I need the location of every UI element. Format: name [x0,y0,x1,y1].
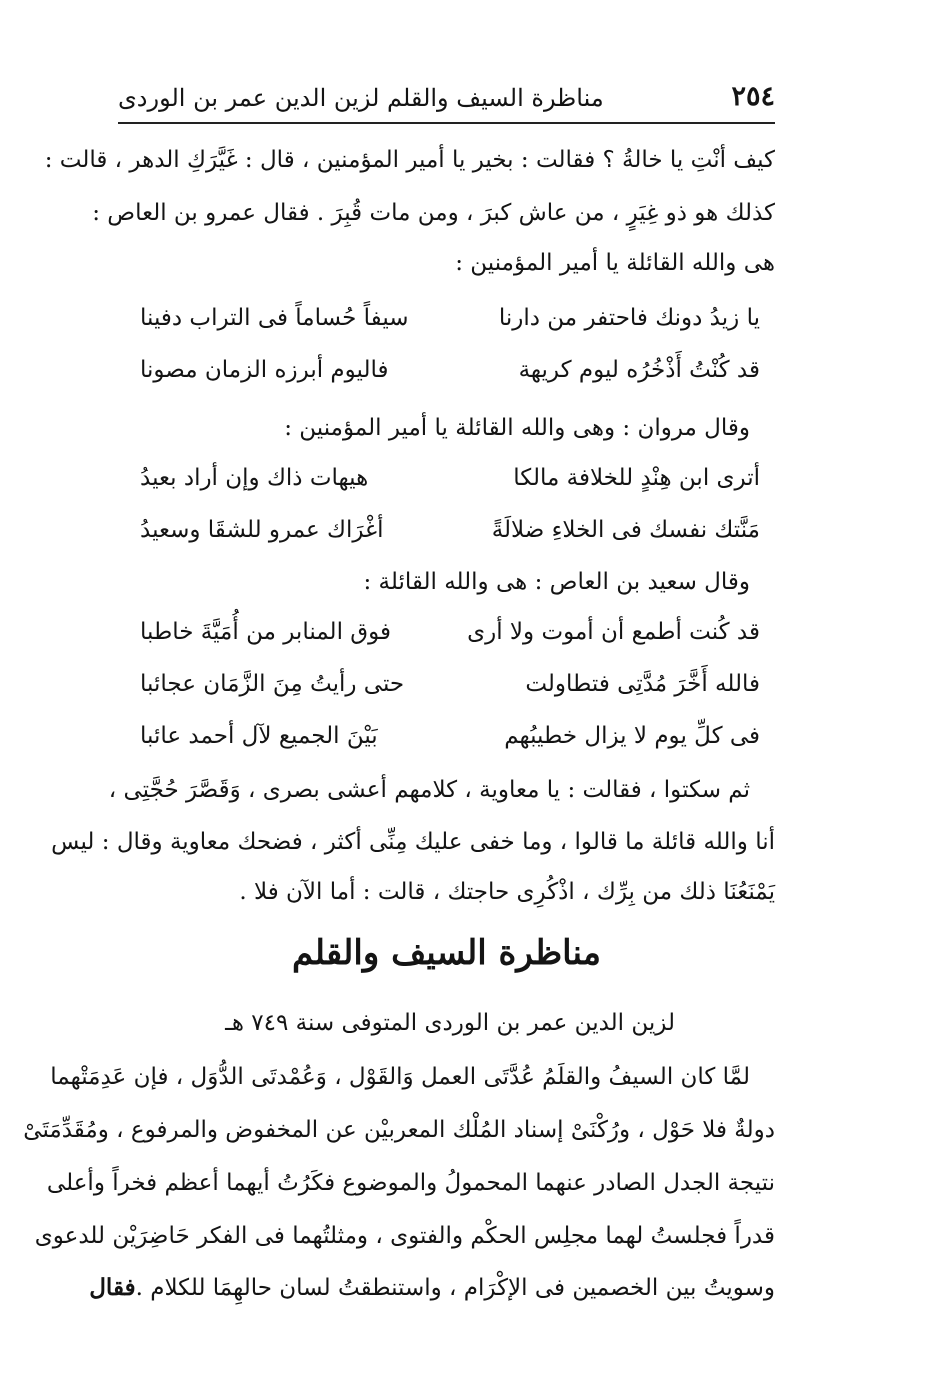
hemistich-first: فى كلِّ يوم لا يزال خطيبُهم [504,723,760,749]
running-header [118,66,775,112]
section-line-2: دولةٌ فلا حَوْل ، ورُكْنَىْ إسناد المُلْك المعربيْن عن المخفوض والمرفوع ، ومُقَدِّمَتَىْ [23,1117,775,1143]
running-title: مناظرة السيف والقلم لزين الدين عمر بن الوردى [118,84,604,112]
hemistich-first: فالله أَخَّرَ مُدَّتِى فتطاولت [525,671,760,697]
hemistich-second: بَيْنَ الجميع لآل أحمد عائبا [140,723,378,749]
poem1-verse-1 [140,298,760,338]
section-title: مناظرة السيف والقلم [291,933,602,973]
section-subtitle: لزين الدين عمر بن الوردى المتوفى سنة ٧٤٩ هـ [225,1010,675,1036]
hemistich-first: مَنَّتك نفسك فى الخلاءِ ضلالَةً [491,517,760,543]
story-line-1: كيف أنْتِ يا خالةُ ؟ فقالت : بخير يا أمير المؤمنين ، قال : غَيَّرَكِ الدهر ، قالت : [44,147,775,173]
hemistich-second: حتى رأيتُ مِنَ الزَّمَان عجائبا [140,671,405,697]
story-line-2: كذلك هو ذو غِيَرٍ ، من عاش كبرَ ، ومن مات قُبِرَ . فقال عمرو بن العاص : [92,200,775,226]
poem3-verse-1 [140,612,760,652]
closing-line-2: أنا والله قائلة ما قالوا ، وما خفى عليك مِنِّى أكثر ، فضحك معاوية وقال : ليس [51,829,775,855]
section-line-5-text: وسويتُ بين الخصمين فى الإكْرَام ، واستنطقتُ لسان حالهِمَا للكلام . [135,1275,775,1301]
header-rule [118,122,775,124]
hemistich-first: يا زيدُ دونك فاحتفر من دارنا [498,305,760,331]
marwan-intro: وقال مروان : وهى والله القائلة يا أمير المؤمنين : [284,415,750,441]
section-last-word: فقال [89,1274,136,1301]
page-number: ٢٥٤ [731,81,775,112]
hemistich-second: أغْرَاك عمرو للشقَا وسعيدُ [140,517,384,543]
poem3-verse-3 [140,716,760,756]
hemistich-second: سيفاً حُساماً فى التراب دفينا [140,305,409,331]
hemistich-second: هيهات ذاك وإن أراد بعيدُ [140,465,369,491]
hemistich-second: فوق المنابر من أُمَيَّةَ خاطبا [140,619,391,645]
poem2-verse-1 [140,458,760,498]
saeed-intro: وقال سعيد بن العاص : هى والله القائلة : [363,569,750,595]
story-line-3: هى والله القائلة يا أمير المؤمنين : [455,250,775,276]
poem2-verse-2 [140,510,760,550]
section-line-4: قدراً فجلستُ لهما مجلِس الحكْم والفتوى ، ومثلتُهما فى الفكر حَاضِرَيْن للدعوى [34,1223,775,1249]
closing-line-3: يَمْنَعُنَا ذلك من بِرِّك ، اذْكُرِى حاجتك ، قالت : أما الآن فلا . [239,879,775,905]
hemistich-first: أترى ابن هِنْدٍ للخلافة مالكا [513,465,760,491]
hemistich-first: قد كُنْتُ أَذْخُرُه ليوم كريهة [518,357,760,383]
section-line-5 [89,1268,775,1308]
hemistich-first: قد كُنت أطمع أن أموت ولا أرى [467,619,760,645]
poem3-verse-2 [140,664,760,704]
section-line-3: نتيجة الجدل الصادر عنهما المحمولُ والموضوع فكَرُتُ أيهما أعظم فخراً وأعلى [46,1170,775,1196]
closing-line-1: ثم سكتوا ، فقالت : يا معاوية ، كلامهم أعشى بصرى ، وَقَصَّرَ حُجَّتِى ، [108,777,750,803]
section-line-1: لمَّا كان السيفُ والقلَمُ عُدَّتَى العمل وَالقَوْل ، وَعُمْدتَى الدُّوَل ، فإن عَدِمَتْهما [50,1064,750,1090]
hemistich-second: فاليوم أبرزه الزمان مصونا [140,357,389,383]
poem1-verse-2 [140,350,760,390]
